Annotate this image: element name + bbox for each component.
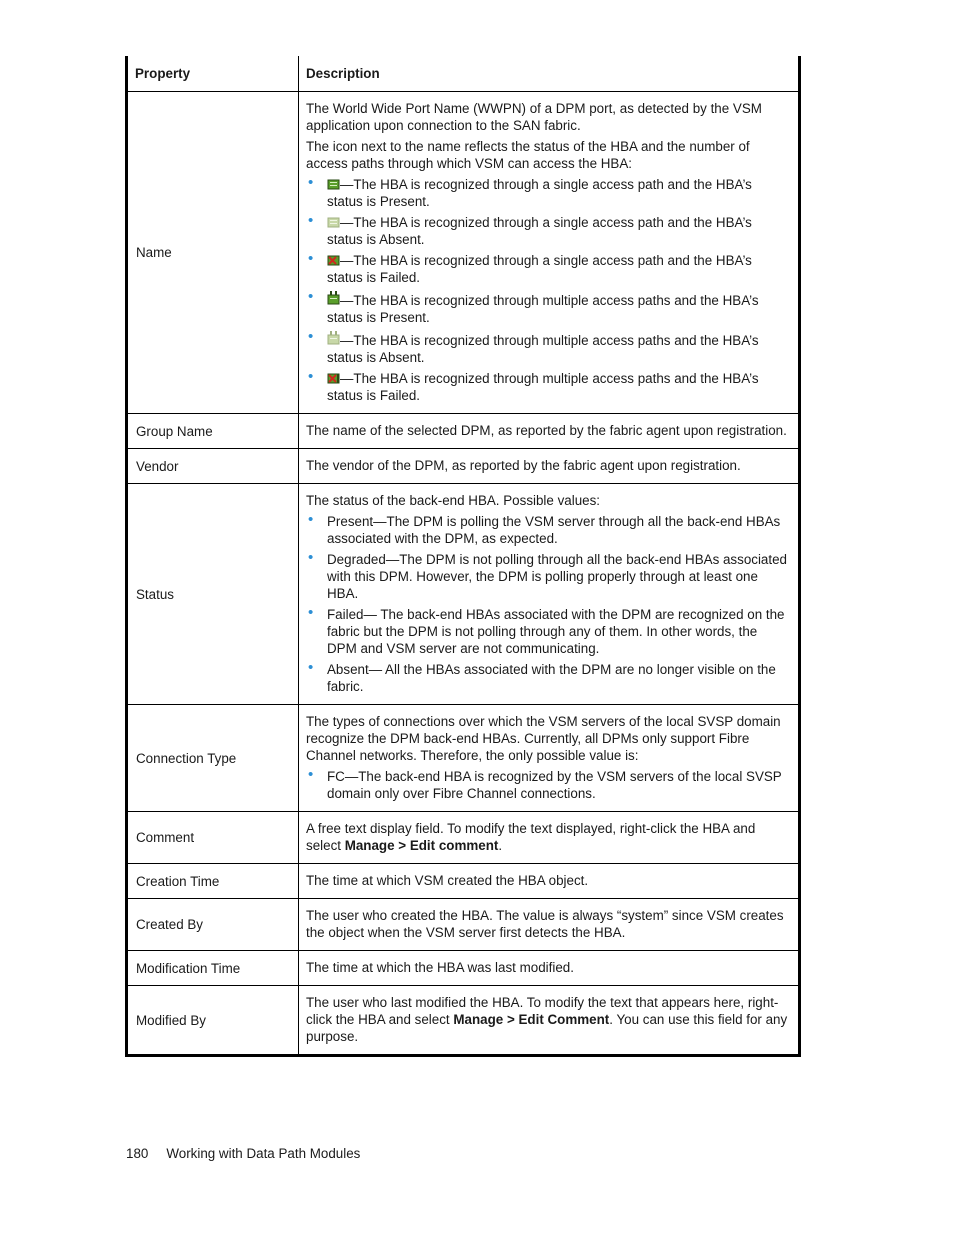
header-property: Property [127, 56, 299, 92]
property-vendor: Vendor [127, 449, 299, 484]
list-item [306, 330, 790, 366]
comment-menu-path: Manage > Edit comment [344, 838, 499, 853]
table-row-name [127, 92, 800, 414]
list-item [306, 214, 790, 248]
description-group-name: The name of the selected DPM, as reported by the fabric agent upon registration. [299, 414, 800, 449]
table-row-created-by [127, 899, 800, 951]
list-item-text: —The HBA is recognized through multiple access paths and the HBA’s status is Absent. [327, 333, 759, 365]
list-item [306, 252, 790, 286]
table-row-vendor [127, 449, 800, 484]
description-modified-by [299, 986, 800, 1056]
table-row-connection-type [127, 705, 800, 812]
table-row-modified-by [127, 986, 800, 1056]
description-comment [299, 812, 800, 864]
chapter-title: Working with Data Path Modules [166, 1146, 361, 1161]
list-item-text: —The HBA is recognized through a single access path and the HBA’s status is Present. [327, 177, 752, 209]
hba-multi-absent-icon [327, 330, 340, 345]
modified-by-menu-path: Manage > Edit Comment [453, 1012, 610, 1027]
hba-multi-failed-icon [327, 373, 340, 384]
property-table [125, 56, 801, 1057]
property-modification-time: Modification Time [127, 951, 299, 986]
description-creation-time: The time at which VSM created the HBA object. [299, 864, 800, 899]
table-row-group-name [127, 414, 800, 449]
list-item: • Degraded—The DPM is not polling through all the back-end HBAs associated with this DPM. However, the DPM is polling properly through at least one HBA. [306, 551, 790, 602]
comment-text: A free text display field. To modify the text displayed, right-click the HBA and select [306, 821, 756, 853]
description-modification-time: The time at which the HBA was last modified. [299, 951, 800, 986]
table-row-status [127, 484, 800, 705]
page-footer [126, 1146, 360, 1161]
comment-text-end: . [498, 838, 503, 853]
status-intro: The status of the back-end HBA. Possible values: [306, 493, 601, 508]
table-row-modification-time [127, 951, 800, 986]
property-name: Name [127, 92, 299, 414]
property-connection-type: Connection Type [127, 705, 299, 812]
property-creation-time: Creation Time [127, 864, 299, 899]
header-description: Description [299, 56, 800, 92]
property-created-by: Created By [127, 899, 299, 951]
property-comment: Comment [127, 812, 299, 864]
connection-value-list [306, 768, 790, 802]
description-name [299, 92, 800, 414]
list-item: • Absent— All the HBAs associated with the DPM are no longer visible on the fabric. [306, 661, 790, 695]
description-connection-type [299, 705, 800, 812]
description-vendor: The vendor of the DPM, as reported by the fabric agent upon registration. [299, 449, 800, 484]
list-item-text: —The HBA is recognized through multiple access paths and the HBA’s status is Present. [327, 293, 759, 325]
hba-single-failed-icon [327, 255, 340, 266]
property-group-name: Group Name [127, 414, 299, 449]
list-item-text: —The HBA is recognized through a single access path and the HBA’s status is Failed. [327, 253, 752, 285]
table-row-comment [127, 812, 800, 864]
modified-by-text: The user who last modified the HBA. To modify the text that appears here, right-click the HBA and select [306, 995, 779, 1027]
table-header-row [127, 56, 800, 92]
connection-intro: The types of connections over which the VSM servers of the local SVSP domain recognize the DPM back-end HBAs. Currently, all DPMs only support Fibre Channel networks. Therefore, the only possible value is: [306, 714, 781, 763]
list-item: • Failed— The back-end HBAs associated with the DPM are recognized on the fabric but the DPM is not polling through any of them. In other words, the DPM and VSM server are not communicating. [306, 606, 790, 657]
list-item: • FC—The back-end HBA is recognized by the VSM servers of the local SVSP domain only over Fibre Channel connections. [306, 768, 790, 802]
modified-by-text-end: . You can use this field for any purpose. [306, 1012, 788, 1044]
table-row-creation-time [127, 864, 800, 899]
status-value-list [306, 513, 790, 695]
name-para-icon: The icon next to the name reflects the status of the HBA and the number of access paths through which VSM can access the HBA: [306, 139, 750, 171]
description-created-by: The user who created the HBA. The value is always “system” since VSM creates the object when the VSM server first detects the HBA. [299, 899, 800, 951]
list-item [306, 176, 790, 210]
description-status [299, 484, 800, 705]
property-status: Status [127, 484, 299, 705]
name-icon-list [306, 176, 790, 404]
list-item-text: —The HBA is recognized through multiple access paths and the HBA’s status is Failed. [327, 371, 759, 403]
name-para-wwpn: The World Wide Port Name (WWPN) of a DPM port, as detected by the VSM application upon connection to the SAN fabric. [306, 101, 762, 133]
list-item-text: —The HBA is recognized through a single access path and the HBA’s status is Absent. [327, 215, 752, 247]
property-modified-by: Modified By [127, 986, 299, 1056]
hba-single-present-icon [327, 179, 340, 190]
list-item [306, 290, 790, 326]
hba-multi-present-icon [327, 290, 340, 305]
list-item [306, 370, 790, 404]
hba-single-absent-icon [327, 217, 340, 228]
list-item: • Present—The DPM is polling the VSM server through all the back-end HBAs associated with the DPM, as expected. [306, 513, 790, 547]
page-number: 180 [126, 1146, 149, 1161]
